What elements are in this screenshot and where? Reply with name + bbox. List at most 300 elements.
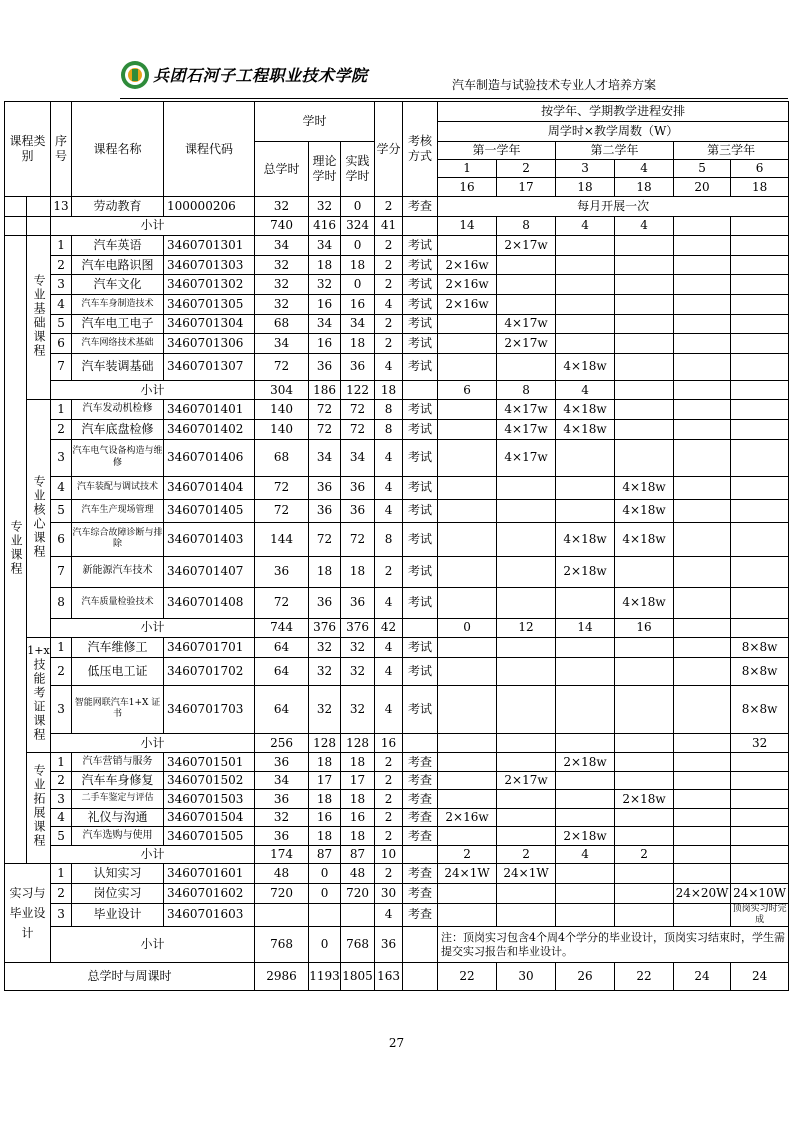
course-seq: 4 (51, 294, 72, 314)
exam-method: 考试 (403, 685, 438, 733)
credits: 8 (375, 419, 403, 439)
term-schedule (438, 439, 497, 476)
term-schedule (556, 314, 615, 334)
credits: 4 (375, 439, 403, 476)
exam-method: 考试 (403, 522, 438, 556)
course-seq: 5 (51, 314, 72, 334)
exam-method: 考试 (403, 294, 438, 314)
subtotal-term: 2 (497, 845, 556, 864)
term-schedule: 4×18w (556, 419, 615, 439)
theory-hours: 18 (309, 827, 341, 846)
grand-exam (403, 963, 438, 991)
grand-term: 24 (731, 963, 789, 991)
term-schedule: 24×20W (674, 883, 731, 903)
course-code: 3460701301 (164, 236, 255, 256)
course-code: 3460701504 (164, 808, 255, 827)
exam-method: 考试 (403, 439, 438, 476)
subtotal-label: 小计 (51, 380, 255, 400)
course-seq: 2 (51, 657, 72, 685)
term-schedule (497, 685, 556, 733)
subtotal-term: 4 (556, 216, 615, 236)
header-term: 2 (497, 160, 556, 178)
course-seq: 6 (51, 334, 72, 354)
course-seq: 1 (51, 236, 72, 256)
header-weeks: 20 (674, 178, 731, 197)
exam-method: 考查 (403, 808, 438, 827)
course-name: 汽车生产现场管理 (72, 499, 164, 522)
term-schedule: 4×18w (615, 499, 674, 522)
practice-hours: 18 (341, 556, 375, 587)
practice-hours: 0 (341, 197, 375, 217)
term-schedule (497, 903, 556, 927)
subtotal-label: 小计 (51, 216, 255, 236)
subtotal-label: 小计 (51, 733, 255, 753)
term-schedule (497, 587, 556, 618)
subtotal-practice: 768 (341, 927, 375, 963)
subtotal-term (731, 380, 789, 400)
term-schedule (731, 400, 789, 420)
term-schedule (438, 753, 497, 772)
practice-hours: 72 (341, 522, 375, 556)
course-name: 汽车车身修复 (72, 771, 164, 790)
subtotal-exam (403, 618, 438, 638)
subtotal-theory: 87 (309, 845, 341, 864)
grand-term: 22 (615, 963, 674, 991)
theory-hours: 36 (309, 476, 341, 499)
term-schedule (497, 638, 556, 658)
term-schedule (674, 556, 731, 587)
practice-hours: 36 (341, 587, 375, 618)
term-schedule (615, 657, 674, 685)
term-schedule (731, 753, 789, 772)
term-schedule (615, 556, 674, 587)
subtotal-practice: 122 (341, 380, 375, 400)
group-label-cell (27, 638, 51, 753)
term-schedule (615, 255, 674, 275)
header-term: 4 (615, 160, 674, 178)
total-hours: 34 (255, 236, 309, 256)
grand-term: 22 (438, 963, 497, 991)
subtotal-total: 768 (255, 927, 309, 963)
term-schedule (731, 864, 789, 884)
subtotal-total: 740 (255, 216, 309, 236)
subtotal-label: 小计 (51, 618, 255, 638)
term-schedule (497, 499, 556, 522)
credits: 30 (375, 883, 403, 903)
practice-hours: 32 (341, 685, 375, 733)
main-category-label: 专业课程 (9, 519, 23, 576)
credits: 4 (375, 353, 403, 380)
course-seq: 3 (51, 685, 72, 733)
course-seq: 6 (51, 522, 72, 556)
practice-hours: 16 (341, 808, 375, 827)
subtotal-credit: 16 (375, 733, 403, 753)
term-schedule (731, 334, 789, 354)
header-practice: 实践学时 (341, 142, 375, 197)
group-label: 专业基础课程 (32, 273, 46, 358)
subtotal-term (615, 733, 674, 753)
course-name: 汽车营销与服务 (72, 753, 164, 772)
header-credit: 学分 (375, 102, 403, 197)
header-schedule: 按学年、学期教学进程安排 (438, 102, 789, 122)
term-schedule (438, 419, 497, 439)
term-schedule (731, 353, 789, 380)
term-schedule: 4×18w (556, 400, 615, 420)
group-label: 专业核心课程 (32, 474, 46, 559)
course-seq: 1 (51, 753, 72, 772)
term-schedule (615, 419, 674, 439)
term-schedule (497, 657, 556, 685)
practice-hours (341, 903, 375, 927)
grand-theory: 1193 (309, 963, 341, 991)
credits: 2 (375, 827, 403, 846)
term-schedule (731, 556, 789, 587)
term-schedule: 4×17w (497, 314, 556, 334)
exam-method: 考试 (403, 556, 438, 587)
term-schedule (615, 864, 674, 884)
term-schedule (497, 476, 556, 499)
term-schedule (438, 587, 497, 618)
term-schedule (556, 883, 615, 903)
term-schedule: 4×18w (615, 476, 674, 499)
practice-hours: 18 (341, 753, 375, 772)
course-seq: 4 (51, 808, 72, 827)
term-schedule (556, 903, 615, 927)
skill-group-top-label: 1+x (27, 644, 50, 658)
header-weeks: 18 (556, 178, 615, 197)
main-category-cell (5, 236, 27, 864)
exam-method: 考试 (403, 255, 438, 275)
exam-method: 考试 (403, 587, 438, 618)
term-schedule (731, 294, 789, 314)
course-code: 3460701505 (164, 827, 255, 846)
exam-method: 考试 (403, 499, 438, 522)
subtotal-term (556, 733, 615, 753)
course-seq: 3 (51, 439, 72, 476)
group-label: 技能考证课程 (32, 658, 46, 743)
course-name: 汽车电气设备构造与维修 (72, 439, 164, 476)
practice-hours: 32 (341, 638, 375, 658)
term-schedule (438, 522, 497, 556)
exam-method: 考查 (403, 864, 438, 884)
term-schedule (438, 771, 497, 790)
course-seq: 3 (51, 903, 72, 927)
practice-hours: 34 (341, 439, 375, 476)
course-seq: 13 (51, 197, 72, 217)
term-schedule (674, 255, 731, 275)
course-code: 3460701302 (164, 275, 255, 295)
grand-term: 26 (556, 963, 615, 991)
theory-hours (309, 903, 341, 927)
subtotal-total: 744 (255, 618, 309, 638)
course-code: 3460701402 (164, 419, 255, 439)
term-schedule (438, 236, 497, 256)
grand-total-label: 总学时与周课时 (5, 963, 255, 991)
term-schedule (615, 638, 674, 658)
subtotal-credit: 41 (375, 216, 403, 236)
term-schedule (674, 864, 731, 884)
theory-hours: 32 (309, 657, 341, 685)
course-seq: 2 (51, 771, 72, 790)
theory-hours: 32 (309, 197, 341, 217)
subtotal-term: 4 (615, 216, 674, 236)
credits: 2 (375, 236, 403, 256)
total-hours: 72 (255, 353, 309, 380)
exam-method: 考试 (403, 353, 438, 380)
subtotal-credit: 42 (375, 618, 403, 638)
subtotal-term (674, 733, 731, 753)
term-schedule (674, 685, 731, 733)
total-hours: 32 (255, 255, 309, 275)
practice-hours: 32 (341, 657, 375, 685)
term-schedule (674, 400, 731, 420)
category-cell (5, 216, 27, 236)
term-schedule: 8×8w (731, 638, 789, 658)
course-name: 汽车装调基础 (72, 353, 164, 380)
total-hours: 720 (255, 883, 309, 903)
school-logo-icon (120, 60, 150, 90)
practice-hours: 72 (341, 419, 375, 439)
exam-method: 考试 (403, 657, 438, 685)
course-name: 汽车电工电子 (72, 314, 164, 334)
header-year-2: 第二学年 (556, 142, 674, 160)
term-schedule (438, 476, 497, 499)
term-schedule: 2×16w (438, 294, 497, 314)
term-schedule (438, 685, 497, 733)
subtotal-term: 14 (556, 618, 615, 638)
course-name: 礼仪与沟通 (72, 808, 164, 827)
theory-hours: 18 (309, 753, 341, 772)
term-schedule (674, 808, 731, 827)
group-label-cell (27, 400, 51, 638)
credits: 4 (375, 903, 403, 927)
term-schedule (615, 685, 674, 733)
subtotal-term: 12 (497, 618, 556, 638)
term-schedule (615, 808, 674, 827)
term-schedule: 2×16w (438, 255, 497, 275)
credits: 4 (375, 587, 403, 618)
term-schedule (615, 275, 674, 295)
course-seq: 5 (51, 499, 72, 522)
total-hours: 32 (255, 197, 309, 217)
term-schedule (674, 419, 731, 439)
header-year-1: 第一学年 (438, 142, 556, 160)
theory-hours: 72 (309, 522, 341, 556)
term-schedule: 4×18w (615, 522, 674, 556)
subtotal-practice: 324 (341, 216, 375, 236)
practice-hours: 36 (341, 353, 375, 380)
theory-hours: 18 (309, 556, 341, 587)
term-schedule: 2×17w (497, 236, 556, 256)
term-schedule (497, 790, 556, 809)
practice-hours: 72 (341, 400, 375, 420)
term-schedule: 4×18w (615, 587, 674, 618)
practice-hours: 18 (341, 255, 375, 275)
practice-hours: 0 (341, 236, 375, 256)
course-code: 3460701601 (164, 864, 255, 884)
course-name: 汽车文化 (72, 275, 164, 295)
group-label-cell (27, 753, 51, 864)
course-code: 3460701304 (164, 314, 255, 334)
term-schedule (556, 771, 615, 790)
total-hours (255, 903, 309, 927)
practice-hours: 18 (341, 790, 375, 809)
course-seq: 2 (51, 883, 72, 903)
subtotal-label: 小计 (51, 845, 255, 864)
subtotal-term: 4 (556, 380, 615, 400)
subtotal-exam (403, 927, 438, 963)
total-hours: 64 (255, 638, 309, 658)
course-name: 汽车英语 (72, 236, 164, 256)
subtotal-term: 4 (556, 845, 615, 864)
term-schedule (615, 334, 674, 354)
term-schedule: 24×1W (438, 864, 497, 884)
total-hours: 34 (255, 334, 309, 354)
term-schedule (674, 314, 731, 334)
grand-credit: 163 (375, 963, 403, 991)
practice-hours: 0 (341, 275, 375, 295)
curriculum-table (4, 101, 789, 991)
term-schedule (615, 883, 674, 903)
course-code: 100000206 (164, 197, 255, 217)
course-code: 3460701303 (164, 255, 255, 275)
course-name: 汽车选购与使用 (72, 827, 164, 846)
theory-hours: 34 (309, 236, 341, 256)
intern-category-label: 实习与毕业设计 (9, 886, 46, 941)
exam-method: 考查 (403, 827, 438, 846)
credits: 4 (375, 638, 403, 658)
term-schedule (674, 771, 731, 790)
course-code: 3460701502 (164, 771, 255, 790)
course-seq: 1 (51, 638, 72, 658)
theory-hours: 16 (309, 808, 341, 827)
practice-hours: 18 (341, 334, 375, 354)
term-schedule: 2×17w (497, 771, 556, 790)
credits: 4 (375, 476, 403, 499)
course-code: 3460701701 (164, 638, 255, 658)
term-schedule (731, 827, 789, 846)
course-seq: 2 (51, 255, 72, 275)
term-schedule (731, 808, 789, 827)
term-schedule (556, 685, 615, 733)
term-schedule (674, 499, 731, 522)
header-course-code: 课程代码 (164, 102, 255, 197)
subtotal-term (731, 216, 789, 236)
header-weeks: 17 (497, 178, 556, 197)
header-course-name: 课程名称 (72, 102, 164, 197)
exam-method: 考试 (403, 476, 438, 499)
subtotal-practice: 87 (341, 845, 375, 864)
subtotal-label: 小计 (51, 927, 255, 963)
exam-method: 考查 (403, 790, 438, 809)
total-hours: 64 (255, 657, 309, 685)
term-schedule (497, 522, 556, 556)
course-code: 3460701408 (164, 587, 255, 618)
term-schedule (556, 439, 615, 476)
course-seq: 8 (51, 587, 72, 618)
subtotal-exam (403, 845, 438, 864)
term-schedule (438, 314, 497, 334)
course-name: 低压电工证 (72, 657, 164, 685)
exam-method: 考查 (403, 197, 438, 217)
term-schedule: 8×8w (731, 685, 789, 733)
total-hours: 34 (255, 771, 309, 790)
term-schedule (615, 353, 674, 380)
term-schedule: 4×17w (497, 439, 556, 476)
course-name: 新能源汽车技术 (72, 556, 164, 587)
total-hours: 32 (255, 275, 309, 295)
credits: 2 (375, 556, 403, 587)
subtotal-term (674, 845, 731, 864)
practice-hours: 36 (341, 499, 375, 522)
theory-hours: 17 (309, 771, 341, 790)
theory-hours: 34 (309, 314, 341, 334)
term-schedule (674, 236, 731, 256)
term-schedule (438, 903, 497, 927)
term-schedule (497, 827, 556, 846)
subtotal-theory: 186 (309, 380, 341, 400)
term-schedule (674, 275, 731, 295)
course-seq: 7 (51, 353, 72, 380)
subtotal-term: 2 (615, 845, 674, 864)
term-schedule (497, 883, 556, 903)
term-schedule (497, 353, 556, 380)
subtotal-term (497, 733, 556, 753)
term-schedule (497, 294, 556, 314)
exam-method: 考试 (403, 638, 438, 658)
theory-hours: 34 (309, 439, 341, 476)
header-weekly: 周学时×教学周数（W） (438, 122, 789, 142)
course-name: 智能网联汽车1+X 证书 (72, 685, 164, 733)
practice-hours: 18 (341, 827, 375, 846)
subtotal-total: 304 (255, 380, 309, 400)
header-weeks: 16 (438, 178, 497, 197)
exam-method: 考查 (403, 771, 438, 790)
internship-note: 注：顶岗实习包含4个周4个学分的毕业设计，顶岗实习结束时，学生需提交实习报告和毕业设计。 (438, 927, 789, 963)
course-code: 3460701407 (164, 556, 255, 587)
term-schedule (731, 275, 789, 295)
grand-term: 24 (674, 963, 731, 991)
course-code: 3460701306 (164, 334, 255, 354)
credits: 4 (375, 685, 403, 733)
course-name: 汽车底盘检修 (72, 419, 164, 439)
term-schedule (497, 753, 556, 772)
exam-method: 考试 (403, 314, 438, 334)
term-schedule (674, 587, 731, 618)
total-hours: 68 (255, 314, 309, 334)
course-code: 3460701503 (164, 790, 255, 809)
subtotal-theory: 416 (309, 216, 341, 236)
term-schedule (731, 314, 789, 334)
term-schedule: 4×18w (556, 522, 615, 556)
subtotal-term: 6 (438, 380, 497, 400)
term-schedule (615, 771, 674, 790)
practice-hours: 48 (341, 864, 375, 884)
term-schedule (615, 903, 674, 927)
term-schedule (556, 255, 615, 275)
term-schedule: 4×17w (497, 400, 556, 420)
term-schedule (438, 790, 497, 809)
term-schedule (731, 522, 789, 556)
term-schedule (731, 476, 789, 499)
exam-method: 考试 (403, 334, 438, 354)
course-name: 汽车质量检验技术 (72, 587, 164, 618)
credits: 8 (375, 522, 403, 556)
term-schedule (438, 334, 497, 354)
document-title: 汽车制造与试验技术专业人才培养方案 (452, 78, 657, 92)
theory-hours: 16 (309, 334, 341, 354)
course-name: 汽车装配与调试技术 (72, 476, 164, 499)
